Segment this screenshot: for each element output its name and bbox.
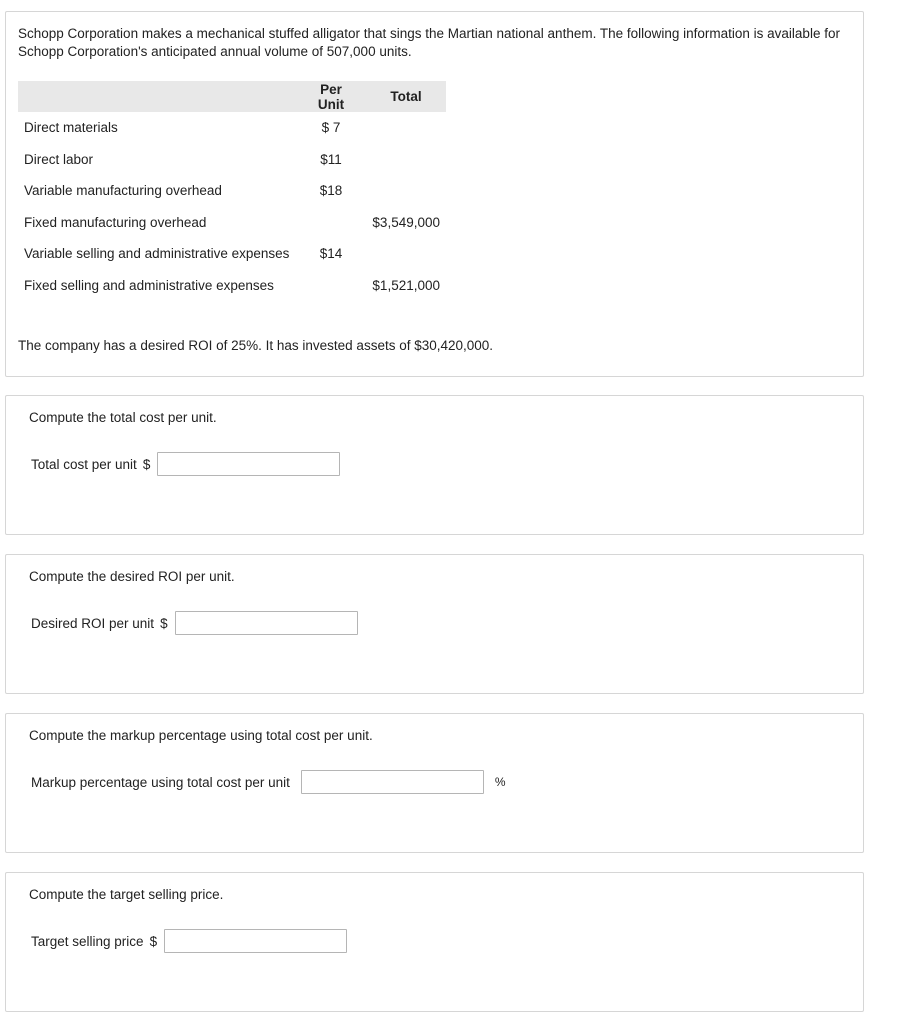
dollar-prefix: $ [149,933,158,949]
question-card-markup [5,713,864,853]
cost-table [18,81,446,301]
question-card-total-cost [5,395,864,535]
question-card-target-price [5,872,864,1012]
answer-row [31,611,358,635]
table-row [18,175,446,207]
row-total [366,175,446,207]
row-total [366,238,446,270]
row-label: Variable manufacturing overhead [24,183,222,199]
row-label: Fixed selling and administrative expenses [24,277,274,293]
row-per-unit: $18 [319,183,343,199]
row-total [366,112,446,144]
row-per-unit: $14 [319,246,343,262]
row-label: Variable selling and administrative expenses [24,246,290,262]
dollar-prefix: $ [142,456,151,472]
answer-row [31,452,340,476]
roi-statement: The company has a desired ROI of 25%. It has invested assets of $30,420,000. [18,338,494,353]
question-prompt: Compute the desired ROI per unit. [29,569,235,584]
percent-suffix: % [494,775,506,789]
total-cost-per-unit-input[interactable] [157,452,340,476]
answer-label: Markup percentage using total cost per unit [31,774,290,790]
question-card-desired-roi [5,554,864,694]
row-label: Fixed manufacturing overhead [24,214,207,230]
header-per-unit: Per Unit [296,81,366,112]
row-label: Direct materials [24,120,118,136]
row-total: $1,521,000 [372,277,440,293]
row-label: Direct labor [24,151,94,167]
problem-card [5,11,864,377]
answer-label: Desired ROI per unit [31,615,155,631]
table-row [18,144,446,176]
question-prompt: Compute the total cost per unit. [29,410,217,425]
table-row [18,270,446,302]
table-row [18,207,446,239]
question-prompt: Compute the target selling price. [29,887,224,902]
row-per-unit [296,207,366,239]
answer-label: Total cost per unit [31,456,137,472]
answer-row [31,929,347,953]
answer-label: Target selling price [31,933,144,949]
header-blank [18,81,296,112]
desired-roi-per-unit-input[interactable] [175,611,358,635]
row-per-unit: $ 7 [321,120,341,136]
answer-row [31,770,506,794]
markup-percentage-input[interactable] [301,770,484,794]
row-per-unit: $11 [320,151,342,167]
dollar-prefix: $ [160,615,168,631]
cost-table-header [18,81,446,112]
question-prompt: Compute the markup percentage using total cost per unit. [29,728,373,743]
row-per-unit [296,270,366,302]
problem-intro: Schopp Corporation makes a mechanical stuffed alligator that sings the Martian national anthem. The following information is available for Schopp Corporation's anticipated annual volume of 507,000 units. [18,26,840,59]
row-total: $3,549,000 [372,214,440,230]
row-total [366,144,446,176]
header-total: Total [366,81,446,112]
target-selling-price-input[interactable] [164,929,347,953]
table-row [18,112,446,144]
table-row [18,238,446,270]
